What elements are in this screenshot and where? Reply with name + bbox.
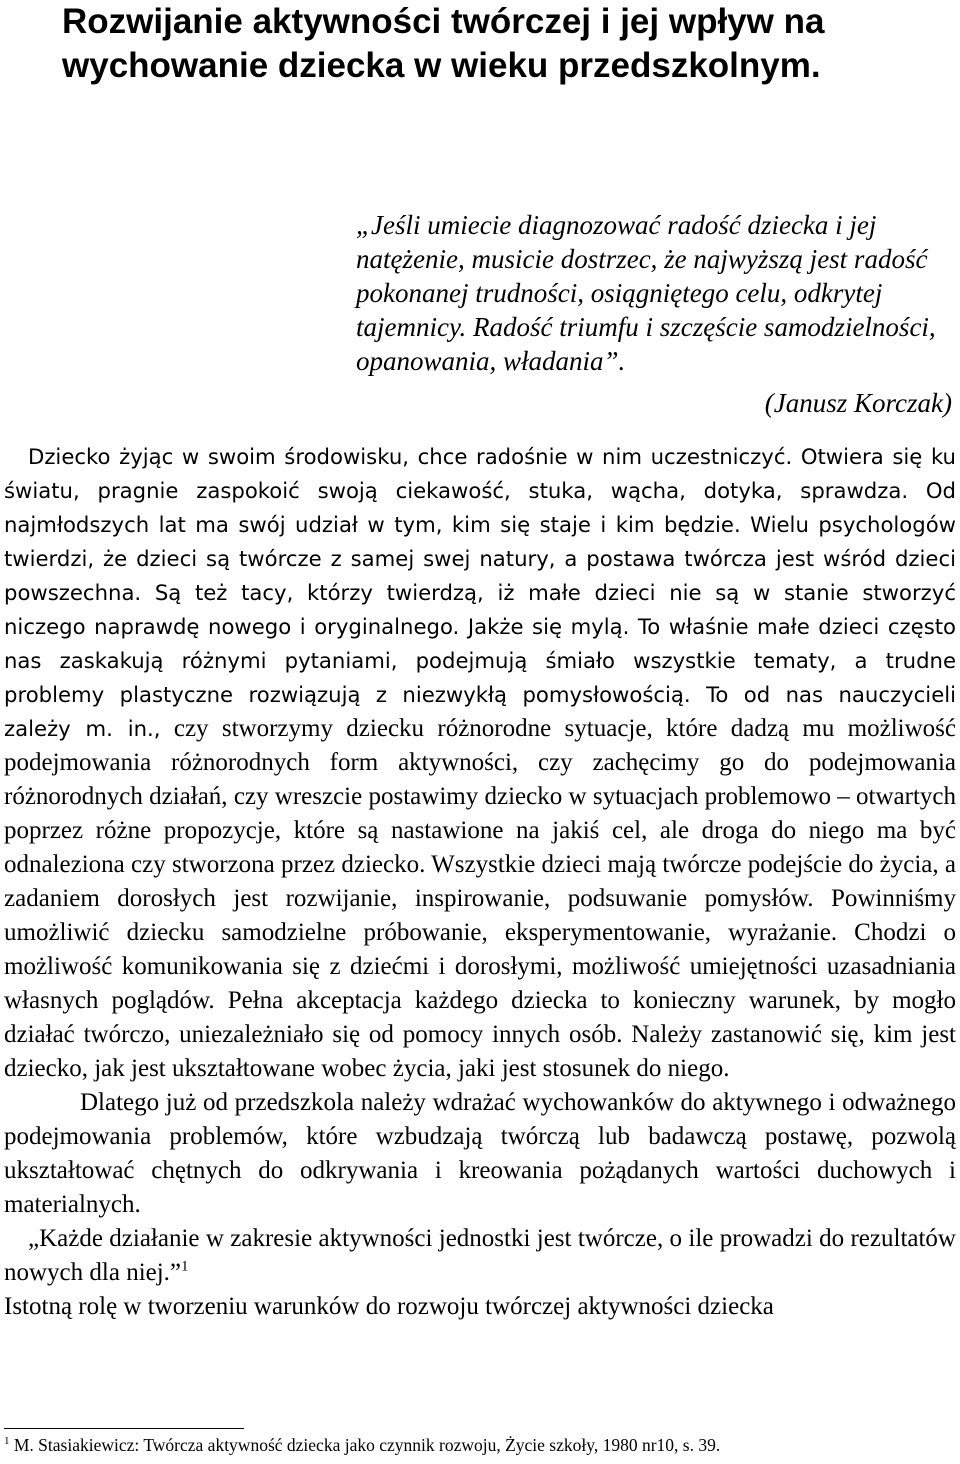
motto-text: „Jeśli umiecie diagnozować radość dziecka i jej natężenie, musicie dostrzec, że najwyższą jest radość pokonanej trudności, osiągniętego celu, odkrytej tajemnicy.	[356, 210, 928, 342]
paragraph-3	[4, 1222, 956, 1290]
paragraph-1	[4, 440, 956, 1086]
paragraph-1-text-a: Dziecko żyjąc w swoim środowisku, chce radośnie w nim uczestniczyć. Otwiera się ku światu, pragnie zaspokoić swoją ciekawość, stuka, wącha, dotyka, sprawdza. Od najmłodszych lat ma swój udział w tym, kim się staje i kim będzie. Wielu psychologów twierdzi, że dzieci są twórcze z samej swej natury, a postawa twórcza jest wśród dzieci powszechna. Są też tacy, którzy twierdzą, iż małe dzieci nie są w stanie stworzyć niczego naprawdę nowego i oryginalnego. Jakże się mylą. To właśnie małe dzieci często nas zaskakują różnymi pytaniami, podejmują śmiało wszystkie tematy, a trudne problemy plastyczne rozwiązują z niezwykłą pomysłowością. To od nas nauczycieli zależy m. in.,	[4, 444, 956, 741]
footnote-separator	[4, 1428, 244, 1429]
motto-quote	[356, 208, 956, 420]
motto-text-continued: Radość triumfu i szczęście samodzielności, opanowania, władania”.	[356, 312, 936, 376]
footnote-marker: 1	[4, 1435, 10, 1448]
paragraph-3-quote: „Każde działanie w zakresie aktywności jednostki jest twórcze, o ile prowadzi do rezultatów nowych dla niej.”	[4, 1225, 956, 1286]
footnote	[4, 1432, 956, 1458]
footnote-text: M. Stasiakiewicz: Twórcza aktywność dziecka jako czynnik rozwoju, Życie szkoły, 1980 nr10, s. 39.	[13, 1435, 721, 1455]
paragraph-1-text-b: czy stworzymy dziecku różnorodne sytuacje, które dadzą mu możliwość podejmowania różnorodnych form aktywności, czy zachęcimy go do podejmowania różnorodnych działań, czy wreszcie postawimy dziecko w sytuacjach problemowo – otwartych poprzez różne propozycje, które są nastawione na jakiś cel, ale droga do niego ma być odnaleziona czy stworzona przez dziecko. Wszystkie dzieci mają twórcze podejście do życia, a zadaniem dorosłych jest rozwijanie, inspirowanie, podsuwanie pomysłów. Powinniśmy umożliwić dziecku samodzielne próbowanie, eksperymentowanie, wyrażanie. Chodzi o możliwość komunikowania się z dziećmi i dorosłymi, możliwość umiejętności uzasadniania własnych poglądów. Pełna akceptacja każdego dziecka to konieczny warunek, by mogło działać twórczo, uniezależniało się od pomocy innych osób. Należy zastanowić się, kim jest dziecko, jak jest ukształtowane wobec życia, jaki jest stosunek do niego.	[4, 715, 956, 1082]
document-title: Rozwijanie aktywności twórczej i jej wpływ na wychowanie dziecka w wieku przedszkolnym.	[62, 2, 825, 85]
document-body	[4, 440, 956, 1324]
paragraph-2: Dlatego już od przedszkola należy wdrażać wychowanków do aktywnego i odważnego podejmowania problemów, które wzbudzają twórczą lub badawczą postawę, pozwolą ukształtować chętnych do odkrywania i kreowania pożądanych wartości duchowych i materialnych.	[4, 1089, 956, 1218]
footnote-reference[interactable]: 1	[181, 1258, 189, 1275]
paragraph-4: Istotną rolę w tworzeniu warunków do rozwoju twórczej aktywności dziecka	[4, 1293, 774, 1320]
motto-author: (Janusz Korczak)	[764, 388, 952, 418]
